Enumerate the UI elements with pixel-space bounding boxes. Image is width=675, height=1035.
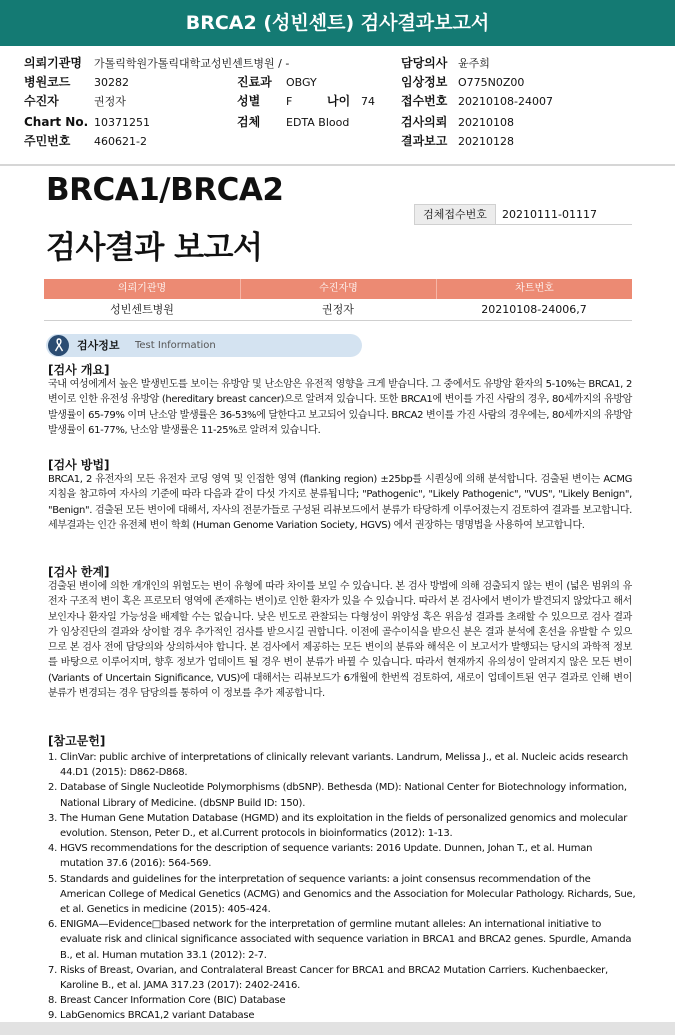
reference-text: Standards and guidelines for the interpretation of sequence variants: a joint consensus recommendation of the American College of Medical Genetics (ACMG) and Genomics and the Association for Molecular Pathology. Richards, Sue, et al. Genetics in medicine (2015): 405-424. [60, 873, 636, 916]
patient-info-block [0, 50, 675, 166]
summary-header-institution: 의뢰기관명 [117, 283, 167, 294]
report-title-bar [0, 0, 675, 46]
reference-number: 6. [48, 919, 58, 931]
reference-number: 9. [48, 1010, 58, 1022]
list-item [48, 872, 638, 918]
summary-table [44, 279, 632, 321]
hospital-code-value: 30282 [94, 76, 129, 89]
sex-value: F [286, 95, 293, 108]
age-value: 74 [361, 95, 375, 108]
list-item [48, 780, 638, 810]
table-row [44, 299, 632, 321]
reference-text: HGVS recommendations for the description of sequence variants: 2016 Update. Dunnen, Johan T., et al. Human mutation 37.6 (2016): 564-569. [60, 843, 593, 870]
references-list [48, 750, 638, 1024]
list-item [48, 963, 638, 993]
institution-value: 가톨릭학원가톨릭대학교성빈센트병원 / - [94, 57, 290, 70]
list-item [48, 811, 638, 841]
reference-number: 1. [48, 752, 58, 763]
footer-bar [0, 1022, 675, 1035]
list-item [48, 917, 638, 963]
collector-value: 권정자 [94, 95, 126, 108]
list-item [48, 841, 638, 871]
resident-no-label: 주민번호 [24, 134, 71, 148]
list-item [48, 993, 638, 1008]
info-row-3 [0, 92, 675, 111]
reference-number: 8. [48, 995, 58, 1007]
info-row-2 [0, 73, 675, 92]
summary-header-chart: 차트번호 [436, 279, 632, 299]
doctor-value: 윤주희 [458, 57, 490, 70]
reference-text: ClinVar: public archive of interpretations of clinically relevant variants. Landrum, Melissa J., et al. Nucleic acids research 44.D1 (2015): D862-D868. [60, 752, 629, 779]
receipt-value: 20210108-24007 [458, 95, 553, 108]
header-divider [0, 164, 675, 166]
reference-text: The Human Gene Mutation Database (HGMD) and its exploitation in the fields of personalized genomics and molecular evolution. Stenson, Peter D., et al.Current protocols in bioinformatics (2012): 1-13. [60, 812, 628, 840]
reference-text: Breast Cancer Information Core (BIC) Database [60, 995, 286, 1007]
clinical-value: O775N0Z00 [458, 76, 525, 89]
banner-label-en: Test Information [135, 340, 216, 351]
reference-number: 7. [48, 964, 58, 976]
reference-text: ENIGMA—Evidence□based network for the interpretation of germline mutant alleles: An international initiative to evaluate risk and clinical significance associated with sequence variation in BRCA1 and BRCA2 genes. Spurdle, Amanda B., et al. Human mutation 33.1 (2012): 2-7. [60, 919, 632, 961]
banner-label-ko: 검사정보 [77, 339, 120, 352]
info-row-1 [0, 54, 675, 73]
chart-no-label: Chart No. [24, 115, 89, 129]
reference-text: LabGenomics BRCA1,2 variant Database [60, 1010, 255, 1022]
test-request-value: 20210108 [458, 116, 514, 129]
specimen-receipt-label: 검체접수번호 [414, 204, 496, 225]
receipt-label: 접수번호 [401, 94, 448, 108]
info-row-4 [0, 113, 675, 132]
specimen-value: EDTA Blood [286, 116, 350, 129]
limits-heading: [검사 한계] [48, 565, 110, 579]
summary-cell-chart: 20210108-24006,7 [481, 303, 587, 316]
report-title: BRCA2 (성빈센트) 검사결과보고서 [185, 12, 490, 34]
reference-number: 3. [48, 812, 58, 824]
ribbon-icon [48, 335, 69, 356]
age-label: 나이 [327, 94, 351, 108]
reference-number: 5. [48, 873, 58, 885]
overview-heading: [검사 개요] [48, 363, 110, 377]
institution-label: 의뢰기관명 [24, 56, 82, 70]
limits-body: 검출된 변이에 의한 개개인의 위험도는 변이 유형에 따라 차이를 보일 수 있습니다. 본 검사 방법에 의해 검출되지 않는 변이 (넓은 범위의 유전자 구조적 변이 혹은 프로모터 영역에 존재하는 변이)로 인한 환자가 있을 수 있습니다. 따라서 본 검사에서 변이가 발견되지 않았다고 해서 보인자나 환자일 가능성을 배제할 수는 없습니다. 낮은 빈도로 관찰되는 다형성이 위양성 혹은 위음성 결과를 초래할 수 있으므로 검사 결과가 임상진단의 결과와 상이할 경우 추가적인 검사를 받으시길 권합니다. 이전에 골수이식을 받으신 분은 결과 분석에 혼선을 유발할 수 있으므로 본 검사 전에 담당의와 상의하셔야 합니다. 본 검사에서 제공하는 모든 변이의 분류와 해석은 이 보고서가 발행되는 당시의 과학적 정보를 바탕으로 이루어지며, 향후 정보가 업데이트 될 경우 변이 분류가 바뀔 수 있습니다. 따라서 현재까지 유의성이 알려지지 않은 모든 변이 (Variants of Uncertain Significance, VUS)에 대해서는 리뷰보드가 6개월에 한번씩 검토하여, 새로이 업데이트된 연구 결과로 인해 변이 분류가 변경되는 경우 담당의를 통하여 이 정보를 추가 제공합니다. [48, 581, 632, 700]
report-date-value: 20210128 [458, 135, 514, 148]
method-body: BRCA1, 2 유전자의 모든 유전자 코딩 영역 및 인접한 영역 (flanking region) ±25bp를 시퀀싱에 의해 분석합니다. 검출된 변이는 ACMG 지침을 참고하여 자사의 기준에 따라 다음과 같이 다섯 가지로 분류됩니다; "Pathogenic", "Likely Pathogenic", "VUS", "Likely Benign", "Benign". 검출된 모든 변이에 대해서, 자사의 전문가들로 구성된 리뷰보드에서 분류가 타당하게 이루어졌는지 검토하여 결과를 보고합니다. 세부결과는 인간 유전체 변이 학회 (Human Genome Variation Society, HGVS) 에서 권장하는 명명법을 사용하여 보고합니다. [48, 474, 632, 531]
reference-number: 4. [48, 843, 58, 855]
summary-table-header [44, 279, 632, 299]
specimen-receipt-value: 20210111-01117 [496, 204, 632, 225]
references-heading: [참고문헌] [48, 734, 106, 748]
report-main-title: BRCA1/BRCA2 [46, 172, 284, 208]
hospital-code-label: 병원코드 [24, 75, 71, 89]
clinical-label: 임상정보 [401, 75, 448, 89]
chart-no-value: 10371251 [94, 116, 150, 129]
summary-cell-institution: 성빈센트병원 [110, 303, 174, 316]
report-date-label: 결과보고 [401, 134, 448, 148]
summary-header-patient: 수진자명 [240, 279, 436, 299]
reference-number: 2. [48, 782, 58, 794]
reference-text: Risks of Breast, Ovarian, and Contralateral Breast Cancer for BRCA1 and BRCA2 Mutation Carriers. Kuchenbaecker, Karoline B., et al. JAMA 317.23 (2017): 2402-2416. [60, 964, 608, 992]
specimen-label: 검체 [237, 115, 261, 129]
overview-body: 국내 여성에게서 높은 발생빈도를 보이는 유방암 및 난소암은 유전적 영향을 크게 받습니다. 그 중에서도 유방암 환자의 5-10%는 BRCA1, 2 변이로 인한 유전성 유방암 (hereditary breast cancer)으로 알려져 있습니다. 또한 BRCA1에 변이를 가진 사람의 경우, 80세까지의 유방암 발생률이 65-79% 이며 난소암 발생률은 36-53%에 달한다고 보고되어 있습니다. BRCA2 변이를 가진 사람의 경우에는, 80세까지의 유방암 발생률이 61-77%, 난소암 발생률은 11-25%로 알려져 있습니다. [48, 379, 632, 436]
summary-cell-patient: 권정자 [322, 303, 354, 316]
dept-value: OBGY [286, 76, 317, 89]
info-row-5 [0, 132, 675, 151]
reference-text: Database of Single Nucleotide Polymorphisms (dbSNP). Bethesda (MD): National Center for Biotechnology information, National Library of Medicine. (dbSNP Build ID: 150). [60, 782, 627, 809]
test-request-label: 검사의뢰 [401, 115, 448, 129]
sex-label: 성별 [237, 94, 261, 108]
list-item [48, 750, 638, 780]
test-information-banner [46, 334, 362, 357]
resident-no-value: 460621-2 [94, 135, 147, 148]
doctor-label: 담당의사 [401, 56, 448, 70]
method-heading: [검사 방법] [48, 458, 110, 472]
collector-label: 수진자 [24, 94, 59, 108]
report-sub-title: 검사결과 보고서 [46, 230, 263, 266]
dept-label: 진료과 [237, 75, 272, 89]
